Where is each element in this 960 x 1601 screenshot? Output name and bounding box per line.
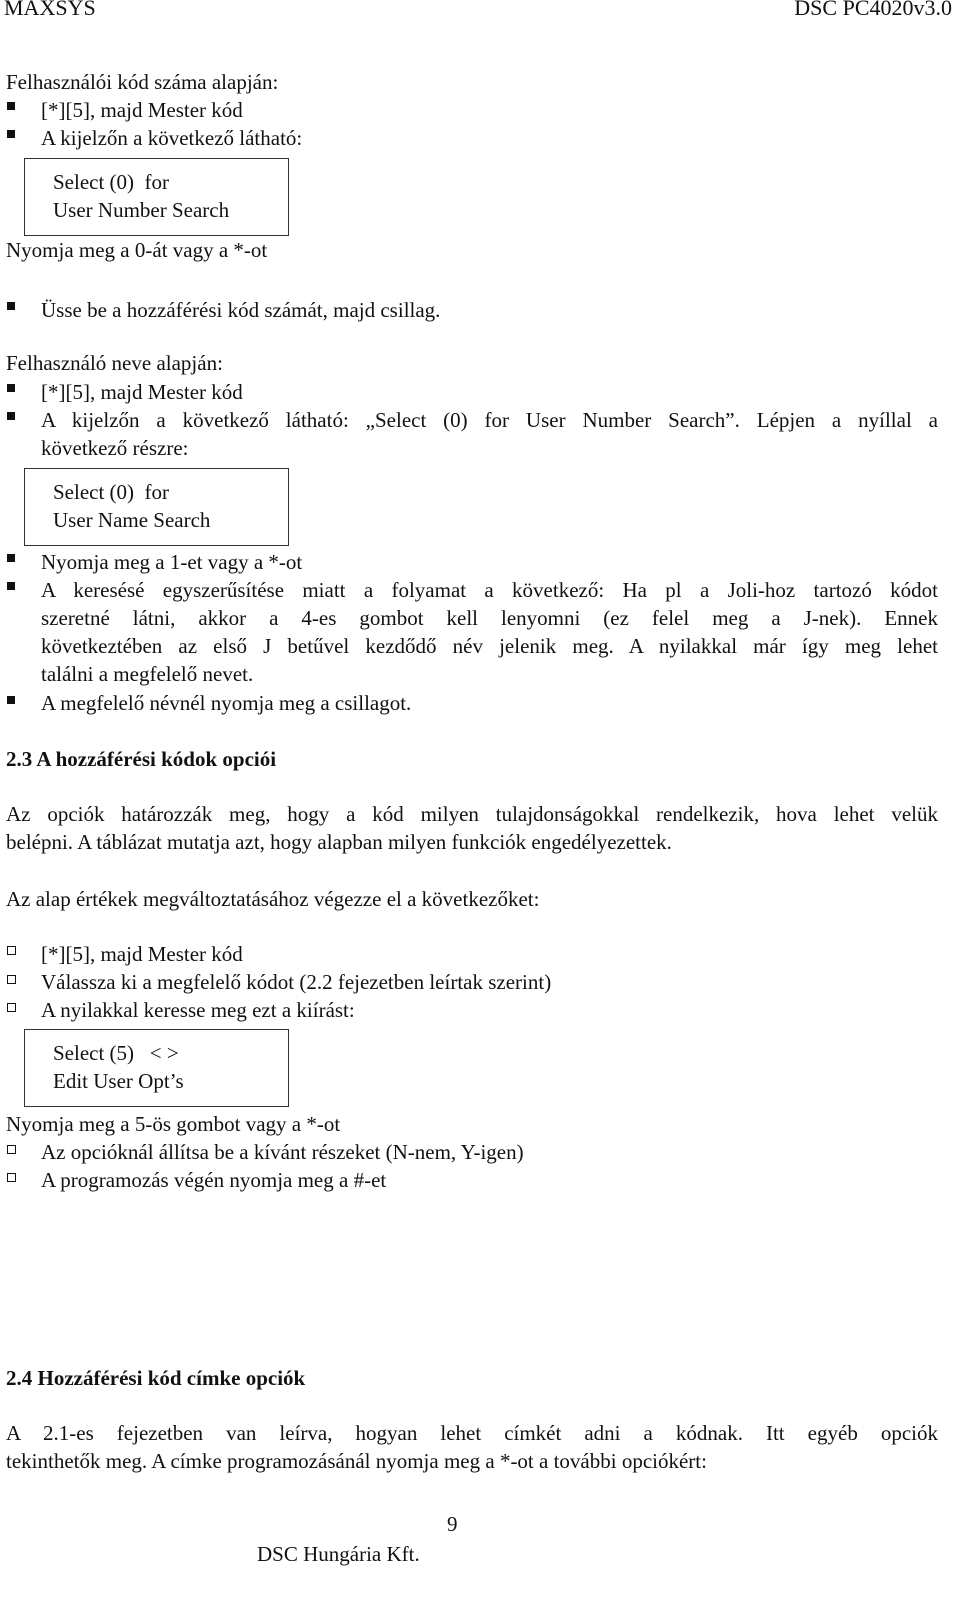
user-name-intro: Felhasználó neve alapján:	[6, 351, 223, 375]
section-2-4-paragraph-line-2: tekinthetők meg. A címke programozásánál nyomja meg a *-ot a további opciókért:	[6, 1449, 707, 1473]
lcd-line-1: Select (0) for	[53, 170, 170, 194]
user-name-step-5: A megfelelő névnél nyomja meg a csillagot.	[41, 691, 412, 715]
lcd-line-2: Edit User Opt’s	[53, 1069, 184, 1093]
checkbox-bullet-icon	[7, 946, 16, 955]
lcd-line-2: User Number Search	[53, 198, 230, 222]
header-left: MAXSYS	[4, 0, 96, 20]
checkbox-bullet-icon	[7, 1145, 16, 1154]
user-name-step-2-line-2: következő részre:	[41, 436, 189, 460]
section-2-4-paragraph-line-1: A 2.1-es fejezetben van leírva, hogyan lehet címkét adni a kódnak. Itt egyéb opciók	[6, 1421, 938, 1445]
section-2-4-heading: 2.4 Hozzáférési kód címke opciók	[6, 1366, 306, 1390]
square-bullet-icon	[7, 582, 15, 590]
lcd-display-edit-options	[24, 1029, 289, 1107]
lcd-line-1: Select (5) < >	[53, 1041, 179, 1065]
section-2-3-step-2: Válassza ki a megfelelő kódot (2.2 fejezetben leírtak szerint)	[41, 970, 552, 994]
user-number-after-lcd: Nyomja meg a 0-át vagy a *-ot	[6, 238, 268, 262]
header-right: DSC PC4020v3.0	[794, 0, 952, 20]
section-2-3-paragraph-line-2: belépni. A táblázat mutatja azt, hogy alapban milyen funkciók engedélyezettek.	[6, 830, 672, 854]
lcd-line-1: Select (0) for	[53, 480, 170, 504]
user-name-step-4-line-2: szeretné látni, akkor a 4-es gombot kell lenyomni (ez felel meg a J-nek). Ennek	[41, 606, 938, 630]
user-name-step-3: Nyomja meg a 1-et vagy a *-ot	[41, 550, 303, 574]
section-2-3-paragraph-line-1: Az opciók határozzák meg, hogy a kód milyen tulajdonságokkal rendelkezik, hova lehet velük	[6, 802, 938, 826]
footer-company: DSC Hungária Kft.	[257, 1542, 420, 1566]
checkbox-bullet-icon	[7, 1003, 16, 1012]
square-bullet-icon	[7, 412, 15, 420]
lcd-display-user-name	[24, 468, 289, 546]
user-number-intro: Felhasználói kód száma alapján:	[6, 70, 279, 94]
square-bullet-icon	[7, 102, 15, 110]
page-number: 9	[447, 1512, 458, 1536]
user-number-step-3: Üsse be a hozzáférési kód számát, majd csillag.	[41, 298, 441, 322]
user-name-step-4-line-4: találni a megfelelő nevet.	[41, 662, 254, 686]
square-bullet-icon	[7, 696, 15, 704]
user-name-step-4-line-3: következtében az első J betűvel kezdődő név jelenik meg. A nyilakkal már így meg lehet	[41, 634, 938, 658]
checkbox-bullet-icon	[7, 975, 16, 984]
user-number-step-2: A kijelzőn a következő látható:	[41, 126, 303, 150]
user-name-step-1: [*][5], majd Mester kód	[41, 380, 243, 404]
section-2-3-step-4: Az opcióknál állítsa be a kívánt részeket (N-nem, Y-igen)	[41, 1140, 524, 1164]
lcd-line-2: User Name Search	[53, 508, 211, 532]
square-bullet-icon	[7, 554, 15, 562]
checkbox-bullet-icon	[7, 1173, 16, 1182]
section-2-3-after-lcd: Nyomja meg a 5-ös gombot vagy a *-ot	[6, 1112, 341, 1136]
square-bullet-icon	[7, 384, 15, 392]
user-name-step-2-line-1: A kijelzőn a következő látható: „Select (0) for User Number Search”. Lépjen a nyíllal a	[41, 408, 938, 432]
user-number-step-1: [*][5], majd Mester kód	[41, 98, 243, 122]
section-2-3-step-1: [*][5], majd Mester kód	[41, 942, 243, 966]
section-2-3-step-5: A programozás végén nyomja meg a #-et	[41, 1168, 387, 1192]
section-2-3-paragraph-2: Az alap értékek megváltoztatásához végezze el a következőket:	[6, 887, 540, 911]
section-2-3-step-3: A nyilakkal keresse meg ezt a kiírást:	[41, 998, 355, 1022]
square-bullet-icon	[7, 130, 15, 138]
lcd-display-user-number	[24, 158, 289, 236]
square-bullet-icon	[7, 302, 15, 310]
user-name-step-4-line-1: A keresésé egyszerűsítése miatt a folyamat a következő: Ha pl a Joli-hoz tartozó kódot	[41, 578, 938, 602]
section-2-3-heading: 2.3 A hozzáférési kódok opciói	[6, 747, 277, 771]
